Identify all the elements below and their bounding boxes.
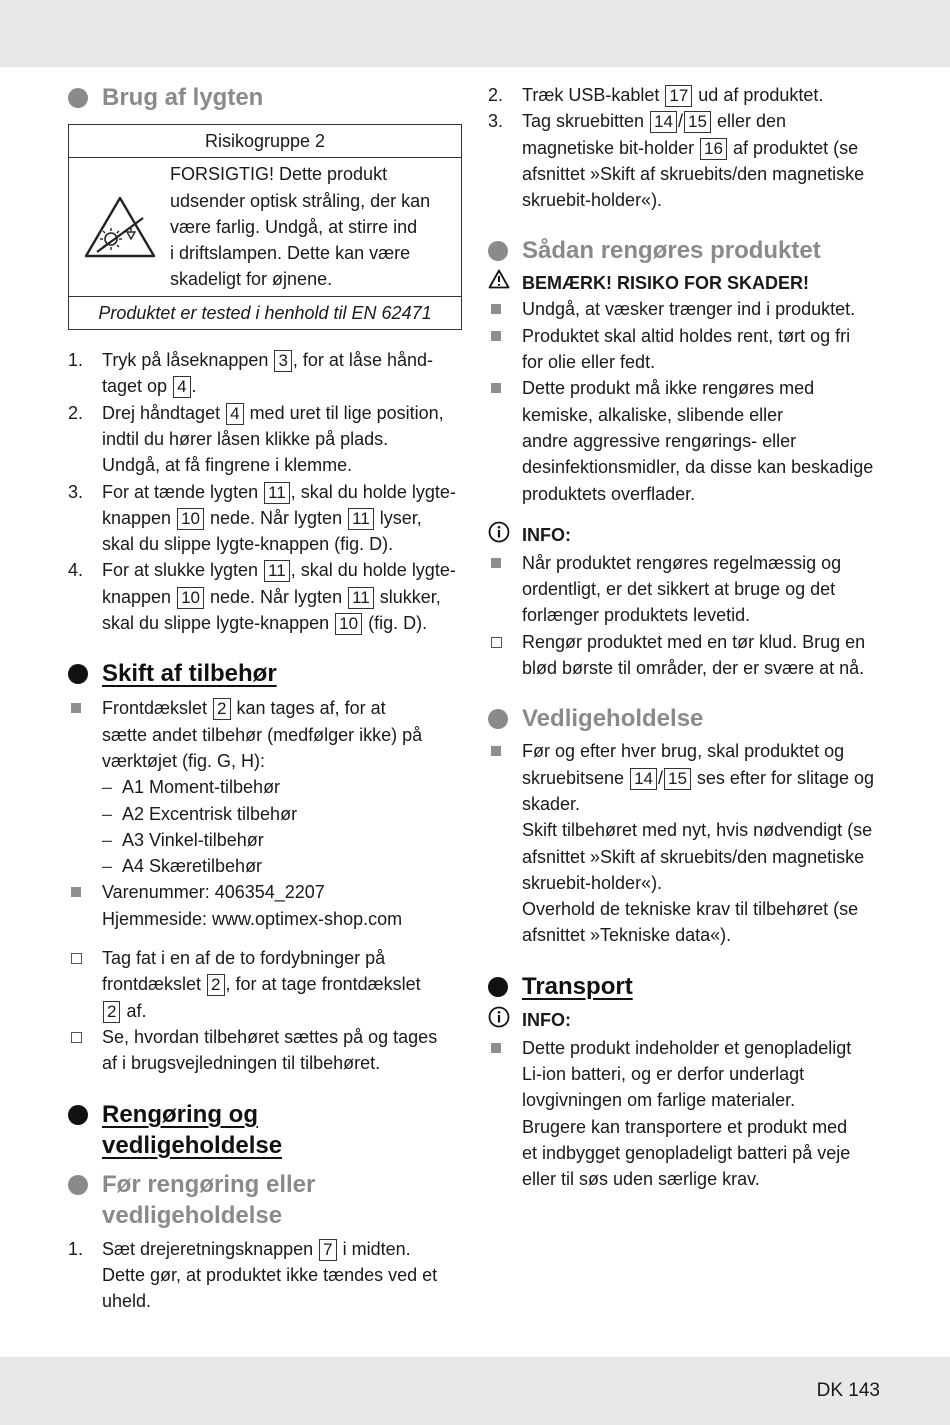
bottom-band xyxy=(0,1357,950,1425)
square-bullet-icon xyxy=(491,383,501,393)
sub-item: – A3 Vinkel-tilbehør xyxy=(68,827,468,853)
risk-table-footer: Produktet er tested i henhold til EN 62471 xyxy=(69,296,462,329)
part-ref: 2 xyxy=(207,974,224,996)
optical-radiation-warning-icon xyxy=(70,161,170,292)
part-ref: 14 xyxy=(630,768,657,790)
heading-vedligeholdelse: Vedligeholdelse xyxy=(488,703,888,734)
part-ref: 11 xyxy=(264,482,290,504)
dash-icon: – xyxy=(102,856,113,877)
list-item: Produktet skal altid holdes rent, tørt og fri for olie eller fedt. xyxy=(488,323,888,376)
square-bullet-icon xyxy=(491,746,501,756)
part-ref: 14 xyxy=(650,111,677,133)
list-item: Dette produkt indeholder et genopladeligt Li-ion batteri, og er derfor underlagt lovgivningen om farlige materialer. Brugere kan transportere et produkt med et indbygget genopladeligt batteri på veje eller til søs uden særlige krav. xyxy=(488,1035,888,1193)
part-ref: 16 xyxy=(700,138,727,160)
list-item: 1. Tryk på låseknappen 3 , for at låse hånd- taget op 4 . xyxy=(68,350,433,397)
heading-brug-af-lygten: Brug af lygten xyxy=(68,82,468,113)
bullet-dot-icon xyxy=(68,1175,88,1195)
info-line: INFO: xyxy=(488,1006,888,1035)
sub-item: – A2 Excentrisk tilbehør xyxy=(68,801,468,827)
risk-group-table xyxy=(68,124,462,330)
part-ref: 4 xyxy=(226,403,243,425)
sub-item: – A4 Skæretilbehør xyxy=(68,853,468,879)
part-ref: 15 xyxy=(664,768,691,790)
part-ref: 11 xyxy=(348,508,374,530)
part-ref: 15 xyxy=(684,111,711,133)
info-icon xyxy=(488,521,522,550)
square-bullet-icon xyxy=(491,1043,501,1053)
square-bullet-icon xyxy=(71,887,81,897)
part-ref: 10 xyxy=(177,587,204,609)
right-column xyxy=(488,82,888,1193)
bullet-dot-icon xyxy=(488,977,508,997)
list-item: Rengør produktet med en tør klud. Brug en blød børste til områder, der er svære at nå. xyxy=(488,629,888,682)
heading-for-rengoring: Før rengøring eller vedligeholdelse xyxy=(68,1169,468,1231)
dash-icon: – xyxy=(102,777,113,798)
list-item: Frontdækslet 2 kan tages af, for at sætte andet tilbehør (medfølger ikke) på værktøjet (fig. G, H): xyxy=(68,695,468,774)
part-ref: 17 xyxy=(665,85,692,107)
skift-list xyxy=(68,695,468,774)
list-item: 2. Drej håndtaget 4 med uret til lige position, indtil du hører låsen klikke på plads. Undgå, at få fingrene i klemme. xyxy=(68,402,444,476)
part-ref: 2 xyxy=(103,1001,120,1023)
open-square-bullet-icon xyxy=(71,953,82,964)
square-bullet-icon xyxy=(491,304,501,314)
list-item: Varenummer: 406354_2207 Hjemmeside: www.optimex-shop.com xyxy=(68,879,468,932)
risk-table-header: Risikogruppe 2 xyxy=(69,125,462,158)
risk-table-body xyxy=(69,158,462,296)
open-square-bullet-icon xyxy=(71,1032,82,1043)
sub-item: – A1 Moment-tilbehør xyxy=(68,774,468,800)
left-column xyxy=(68,82,468,1314)
usage-steps xyxy=(68,347,468,636)
list-item: Undgå, at væsker trænger ind i produktet. xyxy=(488,296,888,322)
list-item: Tag fat i en af de to fordybninger på frontdækslet 2 , for at tage frontdækslet 2 af. xyxy=(68,945,468,1024)
square-bullet-icon xyxy=(491,331,501,341)
part-ref: 11 xyxy=(264,560,290,582)
bullet-dot-icon xyxy=(488,241,508,261)
list-item: Dette produkt må ikke rengøres med kemiske, alkaliske, slibende eller andre aggressive rengørings- eller desinfektionsmidler, da disse kan beskadige produktets overflader. xyxy=(488,375,888,506)
part-ref: 7 xyxy=(319,1239,336,1261)
list-item: Før og efter hver brug, skal produktet og skruebitsene 14 / 15 ses efter for slitage og skader. Skift tilbehøret med nyt, hvis nødvendigt (se afsnittet »Skift af skruebits/den magnetiske skruebit-holder«). Overhold de tekniske krav til tilbehøret (se afsnittet »Tekniske data«). xyxy=(488,738,888,948)
list-item: Se, hvordan tilbehøret sættes på og tages af i brugsvejledningen til tilbehøret. xyxy=(68,1024,468,1077)
bullet-dot-icon xyxy=(68,664,88,684)
bullet-dot-icon xyxy=(68,88,88,108)
bullet-dot-icon xyxy=(68,1105,88,1125)
open-square-bullet-icon xyxy=(491,637,502,648)
list-item: Når produktet rengøres regelmæssig og ordentligt, er det sikkert at bruge og det forlænger produktets levetid. xyxy=(488,550,888,629)
part-ref: 10 xyxy=(335,613,362,635)
info-line: INFO: xyxy=(488,521,888,550)
dash-icon: – xyxy=(102,829,113,850)
part-ref: 10 xyxy=(177,508,204,530)
dash-icon: – xyxy=(102,803,113,824)
list-item: 1. Sæt drejeretningsknappen 7 i midten. Dette gør, at produktet ikke tændes ved et uheld. xyxy=(68,1238,438,1312)
bullet-dot-icon xyxy=(488,709,508,729)
risk-table-text: FORSIGTIG! Dette produkt udsender optisk stråling, der kan være farlig. Undgå, at stirre ind i driftslampen. Dette kan være skadeligt for øjnene. xyxy=(170,164,431,290)
heading-skift-af-tilbehor: Skift af tilbehør xyxy=(68,658,468,689)
list-item: 4. For at slukke lygten 11 , skal du holde lygte- knappen 10 nede. Når lygten 11 slukker, skal du slippe lygte-knappen 10 (fig. D). xyxy=(68,560,456,634)
part-ref: 2 xyxy=(213,698,230,720)
heading-transport: Transport xyxy=(488,971,888,1002)
warning-triangle-icon xyxy=(488,269,522,296)
part-ref: 4 xyxy=(173,376,190,398)
heading-sadan-rengores: Sådan rengøres produktet xyxy=(488,235,888,266)
page-number: DK 143 xyxy=(816,1380,880,1401)
list-item: 3. For at tænde lygten 11 , skal du holde lygte- knappen 10 nede. Når lygten 11 lyser, skal du slippe lygte-knappen (fig. D). xyxy=(68,481,456,555)
heading-rengoring-og-vedligeholdelse: Rengøring og vedligeholdelse xyxy=(68,1099,468,1161)
top-band xyxy=(0,0,950,67)
warning-line: BEMÆRK! RISIKO FOR SKADER! xyxy=(488,269,888,296)
list-item: 3. Tag skruebitten 14 / 15 eller den magnetiske bit-holder 16 af produktet (se afsnittet »Skift af skruebits/den magnetiske skruebit-holder«). xyxy=(488,111,865,211)
info-icon xyxy=(488,1006,522,1035)
square-bullet-icon xyxy=(491,558,501,568)
list-item: 2. Træk USB-kablet 17 ud af produktet. xyxy=(488,85,824,105)
square-bullet-icon xyxy=(71,703,81,713)
part-ref: 3 xyxy=(274,350,291,372)
part-ref: 11 xyxy=(348,587,374,609)
